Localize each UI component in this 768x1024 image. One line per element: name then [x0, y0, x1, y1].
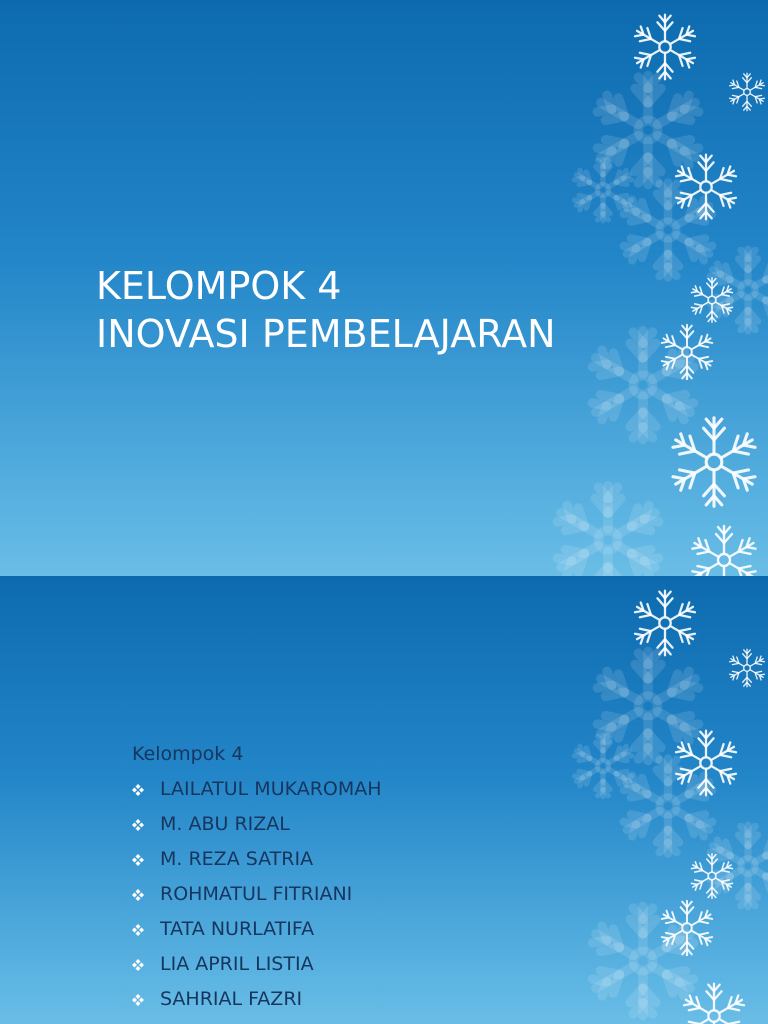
group-label: Kelompok 4 [132, 743, 244, 765]
member-name: M. ABU RIZAL [160, 813, 290, 835]
snowflake-icon [594, 652, 701, 761]
snowflake-icon [621, 182, 715, 277]
diamond-bullet-icon [132, 924, 144, 936]
member-name: M. REZA SATRIA [160, 848, 314, 870]
list-item [132, 912, 382, 947]
diamond-bullet-icon [132, 784, 144, 796]
snowflake-icon [708, 825, 768, 907]
snowflake-icon [690, 278, 733, 322]
members-slide [0, 576, 768, 1024]
title-line-2: INOVASI PEMBELAJARAN [96, 312, 556, 356]
snowflake-icon [674, 731, 738, 796]
member-name: TATA NURLATIFA [160, 918, 315, 940]
snowflake-icon [554, 486, 661, 576]
snowflake-icon [633, 15, 697, 80]
snowflake-icon [674, 155, 738, 220]
member-list [132, 736, 382, 1017]
member-name: LIA APRIL LISTIA [160, 953, 314, 975]
diamond-bullet-icon [132, 889, 144, 901]
list-item [132, 772, 382, 807]
snowflake-icon [729, 649, 766, 686]
snowflake-icon [594, 76, 701, 185]
diamond-bullet-icon [132, 994, 144, 1006]
snowflake-decoration [528, 576, 768, 1024]
snowflake-icon [660, 901, 714, 955]
snowflake-icon [660, 325, 714, 379]
snowflake-icon [729, 73, 766, 110]
list-item [132, 807, 382, 842]
list-item [132, 842, 382, 877]
snowflake-icon [690, 854, 733, 898]
list-item [132, 982, 382, 1017]
snowflake-icon [621, 758, 715, 853]
snowflake-decoration [528, 0, 768, 576]
slide-title [96, 262, 556, 358]
diamond-bullet-icon [132, 959, 144, 971]
diamond-bullet-icon [132, 819, 144, 831]
list-item [132, 877, 382, 912]
snowflake-icon [691, 526, 758, 576]
title-line-1: KELOMPOK 4 [96, 264, 342, 308]
snowflake-icon [573, 159, 633, 220]
member-name: LAILATUL MUKAROMAH [160, 778, 382, 800]
snowflake-icon [682, 984, 746, 1024]
snowflake-icon [671, 418, 758, 506]
list-item [132, 947, 382, 982]
snowflake-icon [589, 907, 696, 1016]
member-rows [132, 772, 382, 1017]
diamond-bullet-icon [132, 854, 144, 866]
snowflake-icon [589, 331, 696, 440]
member-name: SAHRIAL FAZRI [160, 988, 303, 1010]
snowflake-icon [708, 249, 768, 331]
snowflake-icon [573, 735, 633, 796]
member-name: ROHMATUL FITRIANI [160, 883, 353, 905]
snowflake-icon [633, 591, 697, 656]
